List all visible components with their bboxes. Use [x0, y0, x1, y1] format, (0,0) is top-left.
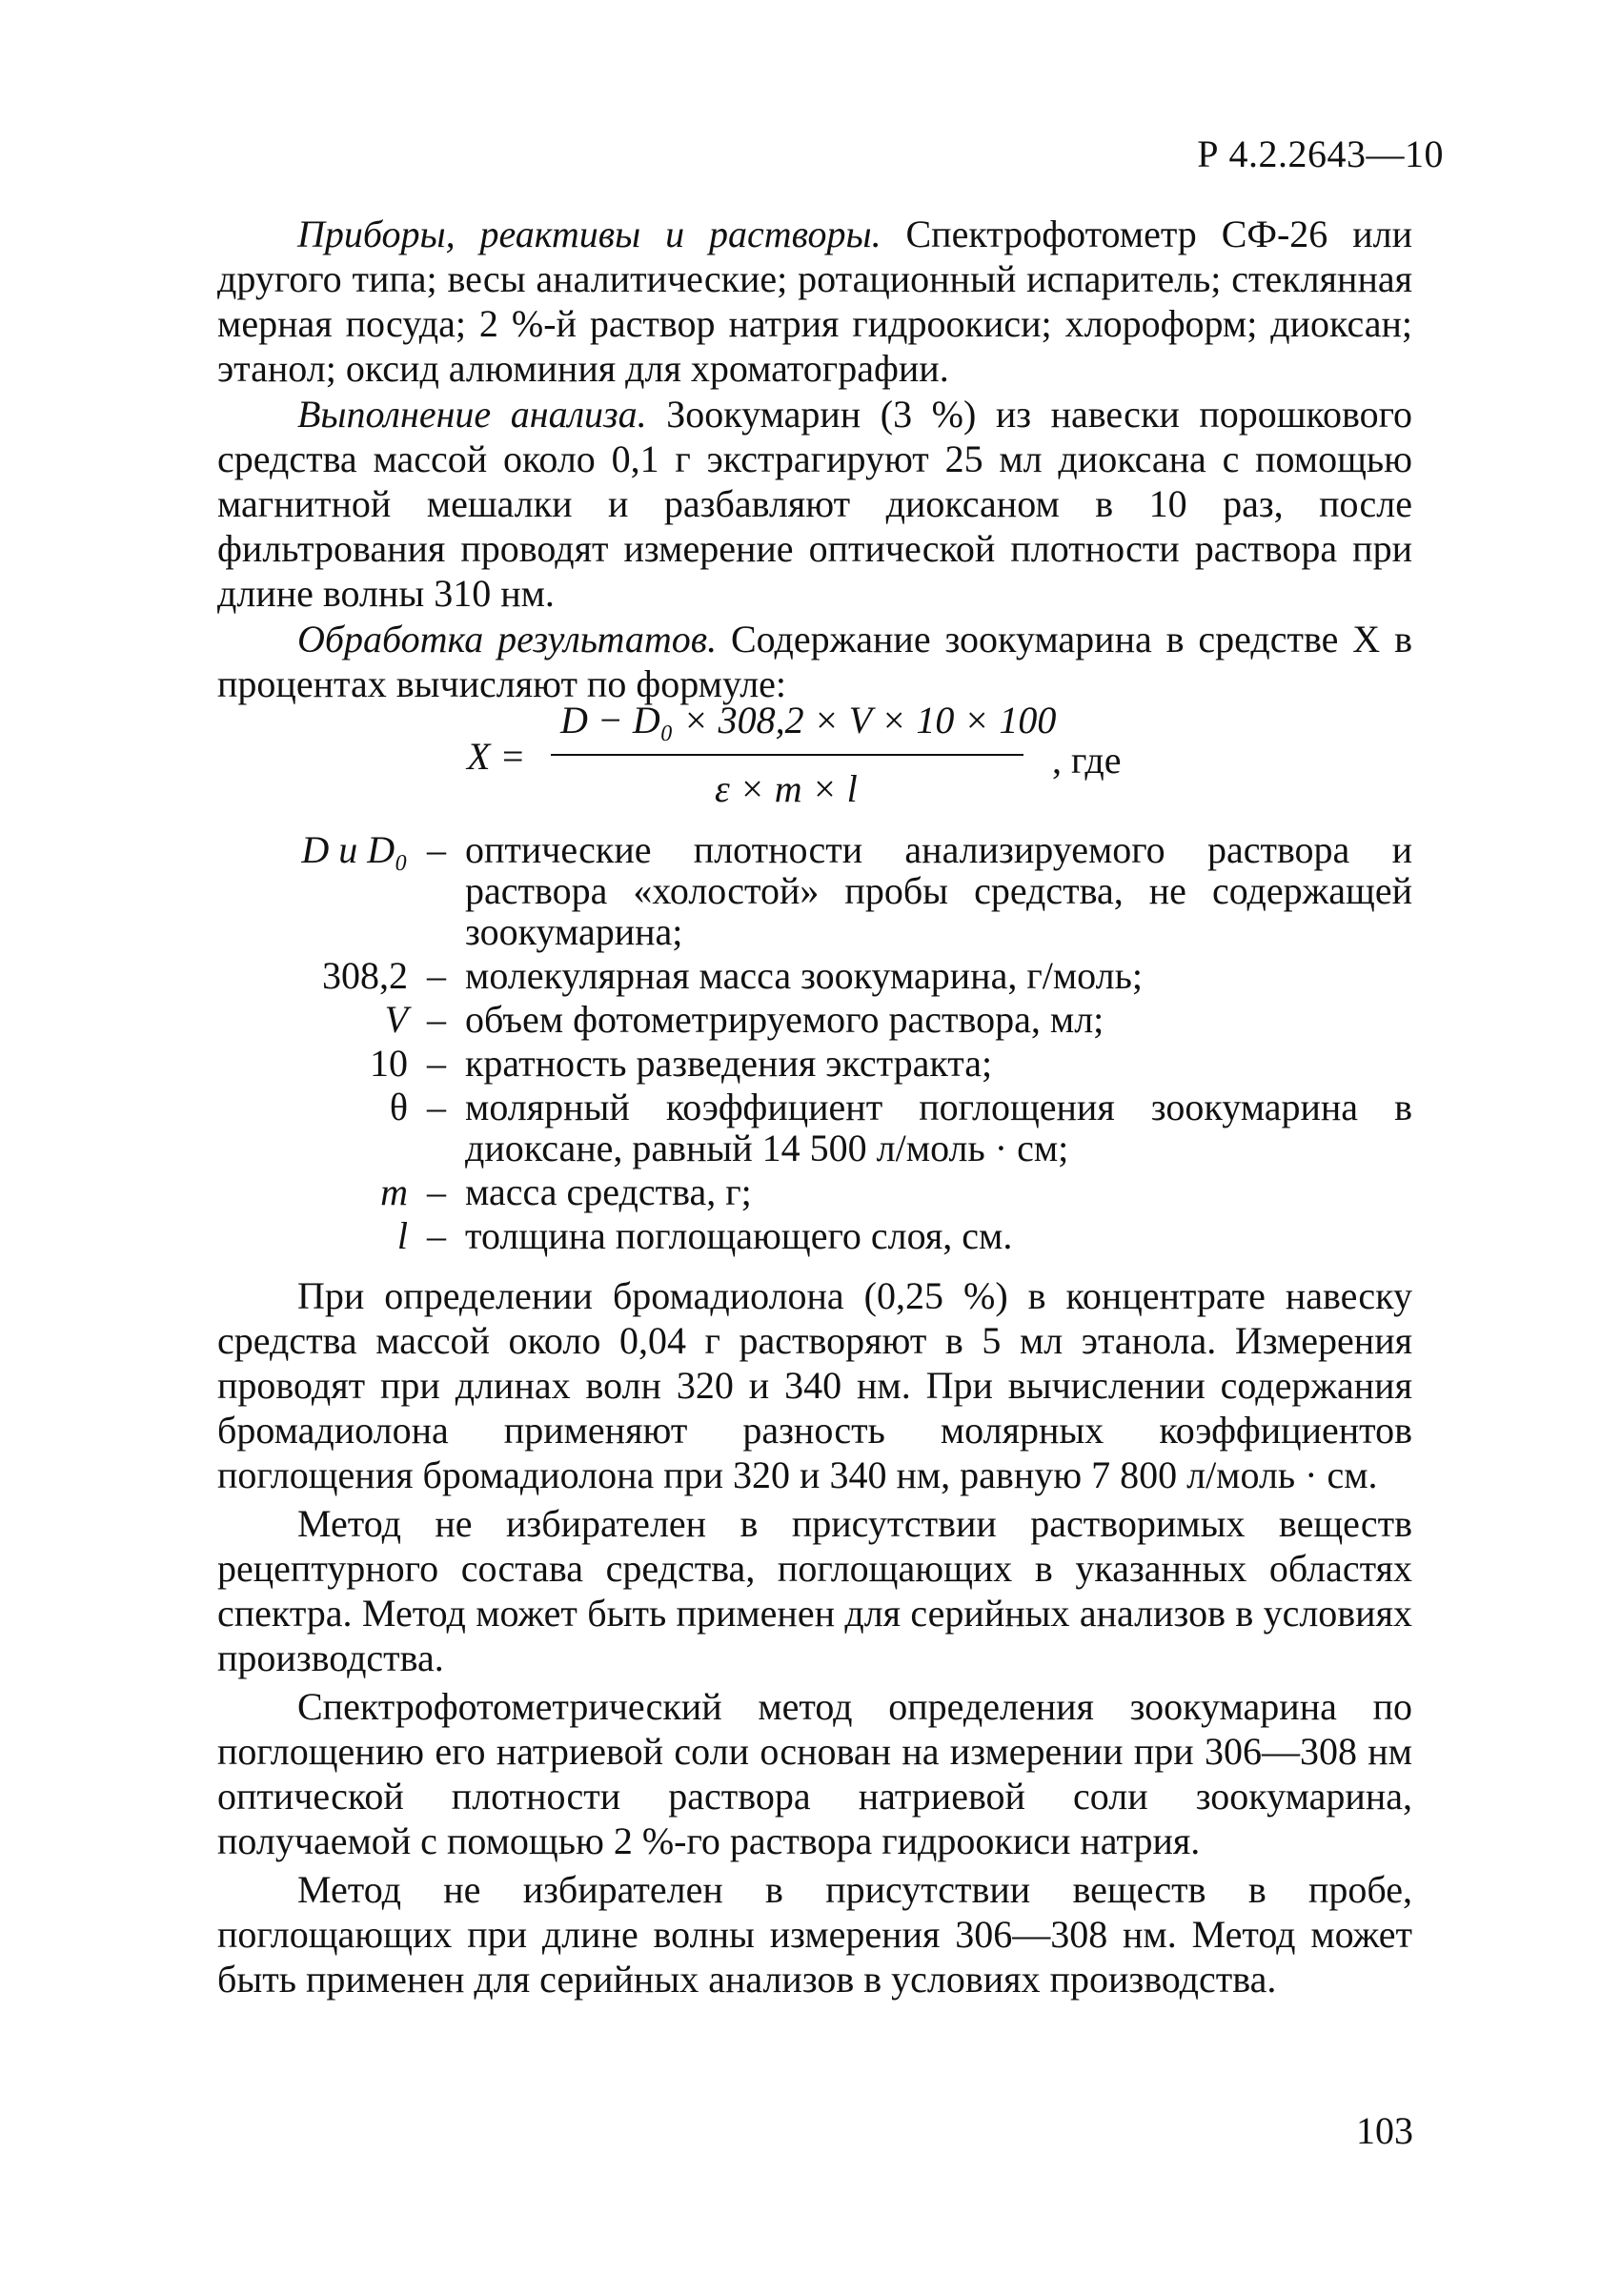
formula — [467, 690, 1210, 810]
definition-text: объем фотометрируемого раствора, мл; — [465, 998, 1104, 1041]
formula-where: , где — [1052, 739, 1122, 782]
paragraph-text: Спектрофотометр СФ-26 или другого типа; весы аналитические; ротационный испаритель; стеклянная мерная посуда; 2 %-й раствор натрия гидроокиси; хлороформ; диоксан; этанол; оксид алюминия для хроматографии. — [217, 213, 1412, 390]
formula-numerator: D − D₀ × 308,2 × V × 10 × 100 — [560, 699, 1057, 742]
paragraph-lead: Обработка результатов. — [297, 618, 718, 660]
definitions-list — [217, 829, 1412, 1259]
definition-text: оптические плотности анализируемого раствора и раствора «холостой» пробы средства, не содержащей зоокумарина; — [465, 828, 1412, 953]
top-paragraphs — [217, 212, 1412, 707]
document-code: Р 4.2.2643—10 — [1197, 132, 1444, 175]
paragraph-selectivity-2: Метод не избирателен в присутствии веществ в пробе, поглощающих при длине волны измерения 306—308 нм. Метод может быть применен для серийных анализов в условиях производства. — [217, 1868, 1412, 2001]
definition-dash: – — [427, 954, 446, 997]
definition-symbol: l — [396, 1214, 408, 1257]
bottom-paragraphs — [217, 1273, 1412, 2005]
paragraph-bromadiolone: При определении бромадиолона (0,25 %) в концентрате навеску средства массой около 0,04 г растворяют в 5 мл этанола. Измерения проводят при длинах волн 320 и 340 нм. При вычислении содержания бромадиолона применяют разность молярных коэффициентов поглощения бромадиолона при 320 и 340 нм, равную 7 800 л/моль · см. — [217, 1274, 1412, 1496]
definition-text: кратность разведения экстракта; — [465, 1042, 993, 1085]
paragraph-procedure — [217, 392, 1412, 616]
definition-symbol: V — [384, 998, 408, 1041]
paragraph-text: Зоокумарин (3 %) из навески порошкового средства массой около 0,1 г экстрагируют 25 мл диоксана с помощью магнитной мешалки и разбавляют диоксаном в 10 раз, после фильтрования проводят измерение оптической плотности раствора при длине волны 310 нм. — [217, 393, 1412, 615]
definition-symbol: θ — [389, 1086, 408, 1128]
paragraph-selectivity-1: Метод не избирателен в присутствии растворимых веществ рецептурного состава средства, поглощающих в указанных областях спектра. Метод может быть применен для серийных анализов в условиях производства. — [217, 1502, 1412, 1679]
definition-row — [217, 1087, 1412, 1168]
definition-dash: – — [427, 828, 446, 871]
definition-row — [217, 1043, 1412, 1084]
definition-dash: – — [427, 1214, 446, 1257]
definition-text: молекулярная масса зоокумарина, г/моль; — [465, 954, 1143, 997]
paragraph-sodium-salt-method: Спектрофотометрический метод определения зоокумарина по поглощению его натриевой соли основан на измерении при 306—308 нм оптической плотности раствора натриевой соли зоокумарина, получаемой с помощью 2 %-го раствора гидроокиси натрия. — [217, 1685, 1412, 1862]
definition-symbol: 10 — [370, 1042, 408, 1085]
definition-row — [217, 999, 1412, 1040]
definition-dash: – — [427, 1170, 446, 1213]
definition-dash: – — [427, 1042, 446, 1085]
fraction-bar — [551, 754, 1023, 756]
definition-row — [217, 955, 1412, 996]
paragraph-lead: Выполнение анализа. — [297, 393, 647, 436]
paragraph-lead: Приборы, реактивы и растворы. — [297, 213, 881, 255]
definition-dash: – — [427, 1086, 446, 1128]
paragraph-text: Содержание зоокумарина в средстве X в процентах вычисляют по формуле: — [217, 618, 1412, 705]
definition-symbol: m — [380, 1170, 408, 1213]
definition-text: масса средства, г; — [465, 1170, 752, 1213]
definition-text: молярный коэффициент поглощения зоокумарина в диоксане, равный 14 500 л/моль · см; — [465, 1086, 1412, 1169]
formula-denominator: ε × m × l — [715, 767, 858, 810]
paragraph-equipment — [217, 212, 1412, 391]
definition-row — [217, 1215, 1412, 1256]
formula-lhs: X = — [467, 735, 526, 778]
definition-symbol: 308,2 — [322, 954, 408, 997]
definition-row — [217, 1171, 1412, 1212]
definition-text: толщина поглощающего слоя, см. — [465, 1214, 1013, 1257]
definition-dash: – — [427, 998, 446, 1041]
definition-symbol: D и D₀ — [301, 828, 408, 871]
definition-row — [217, 829, 1412, 952]
page-number: 103 — [1356, 2109, 1413, 2152]
